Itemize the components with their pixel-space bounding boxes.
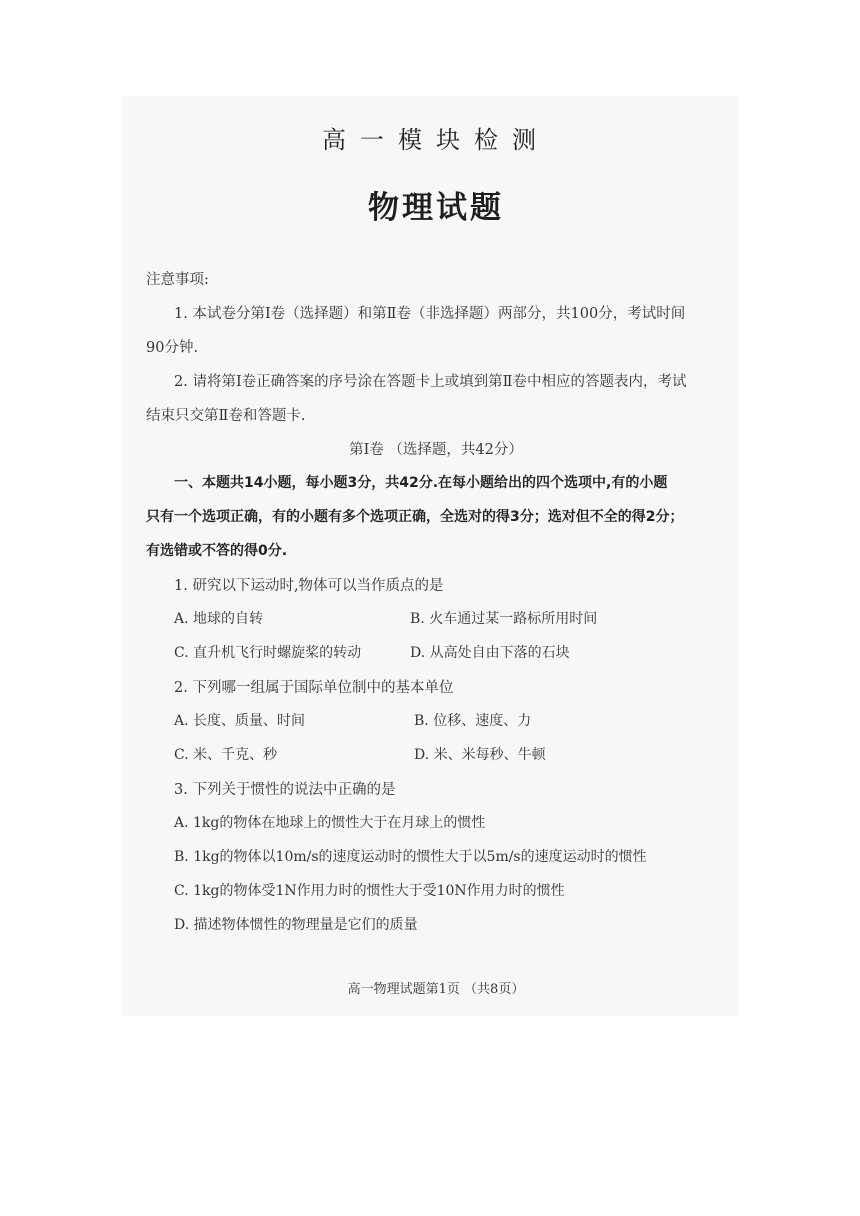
question-1-stem: 1. 研究以下运动时,物体可以当作质点的是 xyxy=(174,578,444,594)
question-1-option-b: B. 火车通过某一路标所用时间 xyxy=(410,611,598,627)
section-title: 第Ⅰ卷 （选择题，共42分） xyxy=(349,442,523,458)
question-2-option-d: D. 米、米每秒、牛顿 xyxy=(414,747,546,763)
instruction-line-1: 一、本题共14小题，每小题3分，共42分.在每小题给出的四个选项中,有的小题 xyxy=(174,475,668,491)
question-1-option-d: D. 从高处自由下落的石块 xyxy=(410,645,570,661)
question-3-option-a: A. 1kg的物体在地球上的惯性大于在月球上的惯性 xyxy=(174,815,486,831)
question-2-option-c: C. 米、千克、秒 xyxy=(174,747,278,763)
question-1-option-a: A. 地球的自转 xyxy=(174,611,264,627)
exam-subtitle: 物理试题 xyxy=(368,190,504,226)
question-1-option-c: C. 直升机飞行时螺旋桨的转动 xyxy=(174,645,362,661)
instruction-line-3: 有选错或不答的得0分. xyxy=(146,543,288,559)
question-2-option-a: A. 长度、质量、时间 xyxy=(174,713,306,729)
note-1-line-1: 1. 本试卷分第Ⅰ卷（选择题）和第Ⅱ卷（非选择题）两部分，共100分，考试时间 xyxy=(174,306,686,322)
question-3-stem: 3. 下列关于惯性的说法中正确的是 xyxy=(174,782,396,798)
exam-title: 高一模块检测 xyxy=(322,126,550,154)
note-2-line-1: 2. 请将第Ⅰ卷正确答案的序号涂在答题卡上或填到第Ⅱ卷中相应的答题表内，考试 xyxy=(174,374,687,390)
page-footer: 高一物理试题第1页 （共8页） xyxy=(347,982,525,997)
exam-page xyxy=(146,0,726,1216)
question-2-option-b: B. 位移、速度、力 xyxy=(414,713,532,729)
notes-heading: 注意事项: xyxy=(146,272,209,288)
note-2-line-2: 结束只交第Ⅱ卷和答题卡. xyxy=(146,408,306,424)
question-3-option-b: B. 1kg的物体以10m/s的速度运动时的惯性大于以5m/s的速度运动时的惯性 xyxy=(174,849,647,865)
note-1-line-2: 90分钟. xyxy=(146,340,199,356)
question-3-option-c: C. 1kg的物体受1N作用力时的惯性大于受10N作用力时的惯性 xyxy=(174,883,565,899)
instruction-line-2: 只有一个选项正确，有的小题有多个选项正确，全选对的得3分；选对但不全的得2分； xyxy=(146,509,684,525)
question-3-option-d: D. 描述物体惯性的物理量是它们的质量 xyxy=(174,917,418,933)
question-2-stem: 2. 下列哪一组属于国际单位制中的基本单位 xyxy=(174,680,454,696)
